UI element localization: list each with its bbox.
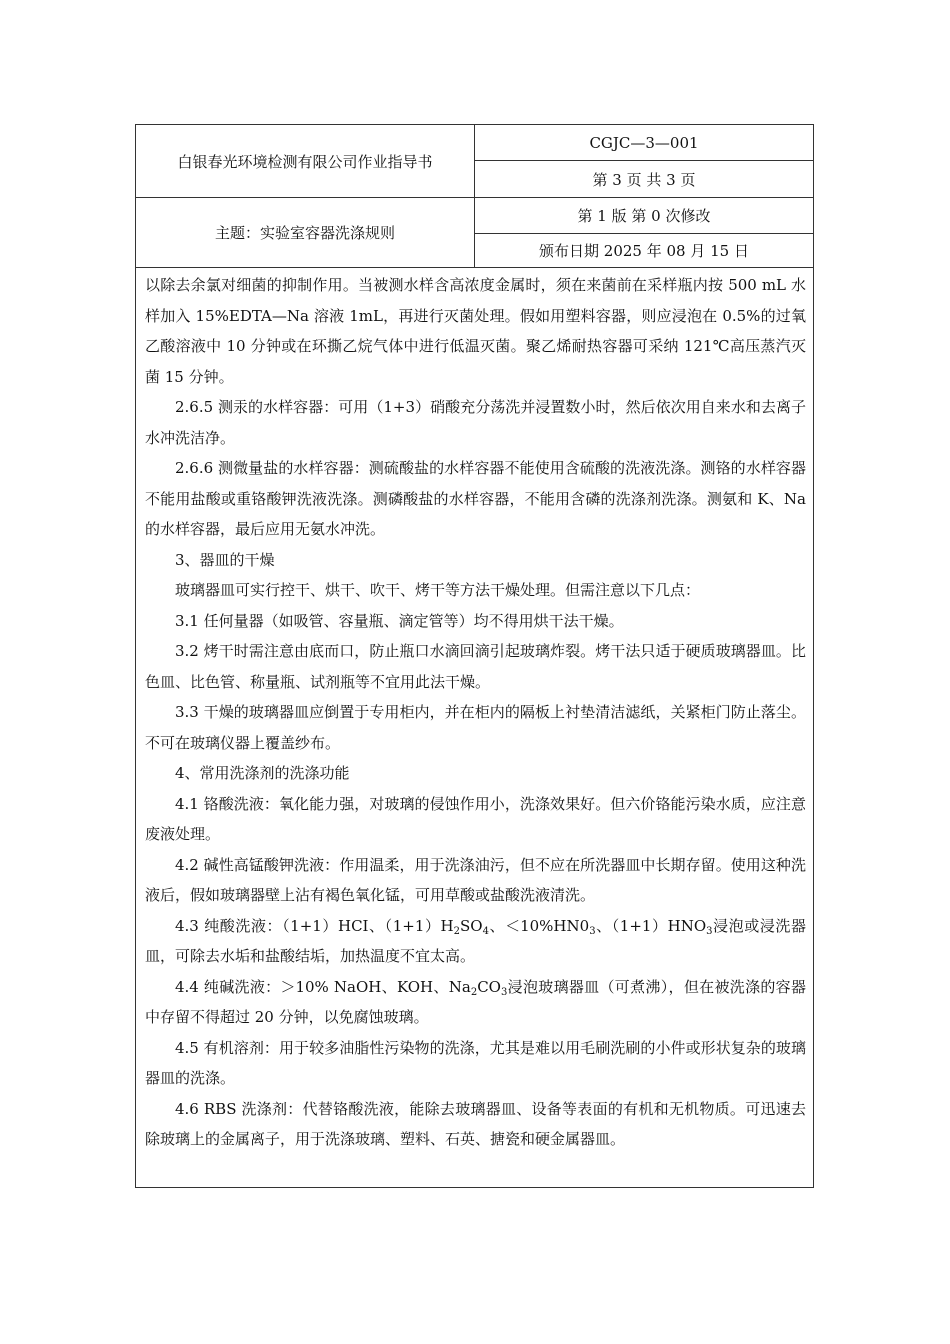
text-run: SO: [459, 916, 483, 935]
subscript: 3: [500, 986, 508, 998]
subscript: 3: [589, 925, 596, 937]
paragraph: [145, 972, 806, 1033]
header-bottom-divider: [136, 267, 813, 268]
text-run: 、＜10%HN0: [488, 916, 590, 935]
section-heading: 4、常用洗涤剂的洗涤功能: [175, 764, 350, 782]
paragraph: 4.2 碱性高锰酸钾洗液：作用温柔，用于洗涤油污，但不应在所洗器皿中长期存留。使用这种洗液后，假如玻璃器壁上沾有褐色氧化锰，可用草酸或盐酸洗液清洗。: [145, 855, 806, 904]
paragraph: 2.6.5 测汞的水样容器：可用（1+3）硝酸充分荡洗并浸置数小时，然后依次用自来水和去离子水冲洗洁净。: [145, 398, 806, 447]
company-title: 白银春光环境检测有限公司作业指导书: [177, 152, 433, 171]
text-run: 4.3 纯酸洗液：（1+1）HCI、（1+1）H: [175, 916, 454, 935]
paragraph: 玻璃器皿可实行控干、烘干、吹干、烤干等方法干燥处理。但需注意以下几点：: [175, 581, 701, 599]
subscript: 3: [706, 925, 713, 937]
subscript: 4: [482, 925, 489, 937]
document-body: [145, 270, 806, 1155]
paragraph: 3.3 干燥的玻璃器皿应倒置于专用柜内，并在柜内的隔板上衬垫清洁滤纸，关紧柜门防止落尘。不可在玻璃仪器上覆盖纱布。: [145, 703, 806, 752]
paragraph: 以除去余氯对细菌的抑制作用。当被测水样含高浓度金属时，须在来菌前在采样瓶内按 500 mL 水样加入 15%EDTA—Na 溶液 1mL，再进行灭菌处理。假如用塑料容器，则应浸泡在 0.5%的过氧乙酸溶液中 10 分钟或在环撕乙烷气体中进行低温灭菌。聚乙烯耐热容器可采纳 121℃高压蒸汽灭菌 15 分钟。: [145, 276, 806, 386]
paragraph: 2.6.6 测微量盐的水样容器：测硫酸盐的水样容器不能使用含硫酸的洗液洗涤。测铬的水样容器不能用盐酸或重铬酸钾洗液洗涤。测磷酸盐的水样容器，不能用含磷的洗涤剂洗涤。测氨和 K、Na 的水样容器，最后应用无氨水冲洗。: [145, 459, 806, 538]
paragraph: 4.1 铬酸洗液：氧化能力强，对玻璃的侵蚀作用小，洗涤效果好。但六价铬能污染水质，应注意废液处理。: [145, 794, 806, 843]
document-frame: [135, 124, 814, 1188]
issue-date: 颁布日期 2025 年 08 月 15 日: [539, 242, 749, 260]
subscript: 2: [453, 925, 460, 937]
subject-title: 主题：实验室容器洗涤规则: [214, 224, 395, 242]
text-run: CO: [477, 977, 501, 996]
paragraph: 4.6 RBS 洗涤剂：代替铬酸洗液，能除去玻璃器皿、设备等表面的有机和无机物质。可迅速去除玻璃上的金属离子，用于洗涤玻璃、塑料、石英、搪瓷和硬金属器皿。: [145, 1099, 806, 1148]
subscript: 2: [470, 986, 478, 998]
paragraph: 3.1 任何量器（如吸管、容量瓶、滴定管等）均不得用烘干法干燥。: [175, 611, 624, 630]
section-heading: 3、器皿的干燥: [175, 550, 275, 569]
version-info: 第 1 版 第 0 次修改: [577, 207, 711, 225]
paragraph: 3.2 烤干时需注意由底而口，防止瓶口水滴回滴引起玻璃炸裂。烤干法只适于硬质玻璃器皿。比色皿、比色管、称量瓶、试剂瓶等不宜用此法干燥。: [145, 642, 806, 691]
paragraph: 4.5 有机溶剂：用于较多油脂性污染物的洗涤，尤其是难以用毛刷洗刷的小件或形状复杂的玻璃器皿的洗涤。: [145, 1038, 806, 1087]
header-table: [136, 125, 813, 267]
text-run: 浸泡玻璃器皿（可煮沸），但在被洗涤的容器中存留不得超过 20 分钟，以免腐蚀玻璃。: [145, 977, 806, 1026]
doc-code: CGJC—3—001: [589, 133, 699, 152]
text-run: 4.4 纯碱洗液：＞10% NaOH、KOH、Na: [175, 977, 471, 996]
page-info: 第 3 页 共 3 页: [592, 170, 696, 189]
text-run: 、（1+1）HNO: [595, 916, 707, 935]
text-run: 浸泡或浸洗器皿，可除去水垢和盐酸结垢，加热温度不宜太高。: [145, 916, 806, 965]
paragraph: [145, 911, 806, 972]
